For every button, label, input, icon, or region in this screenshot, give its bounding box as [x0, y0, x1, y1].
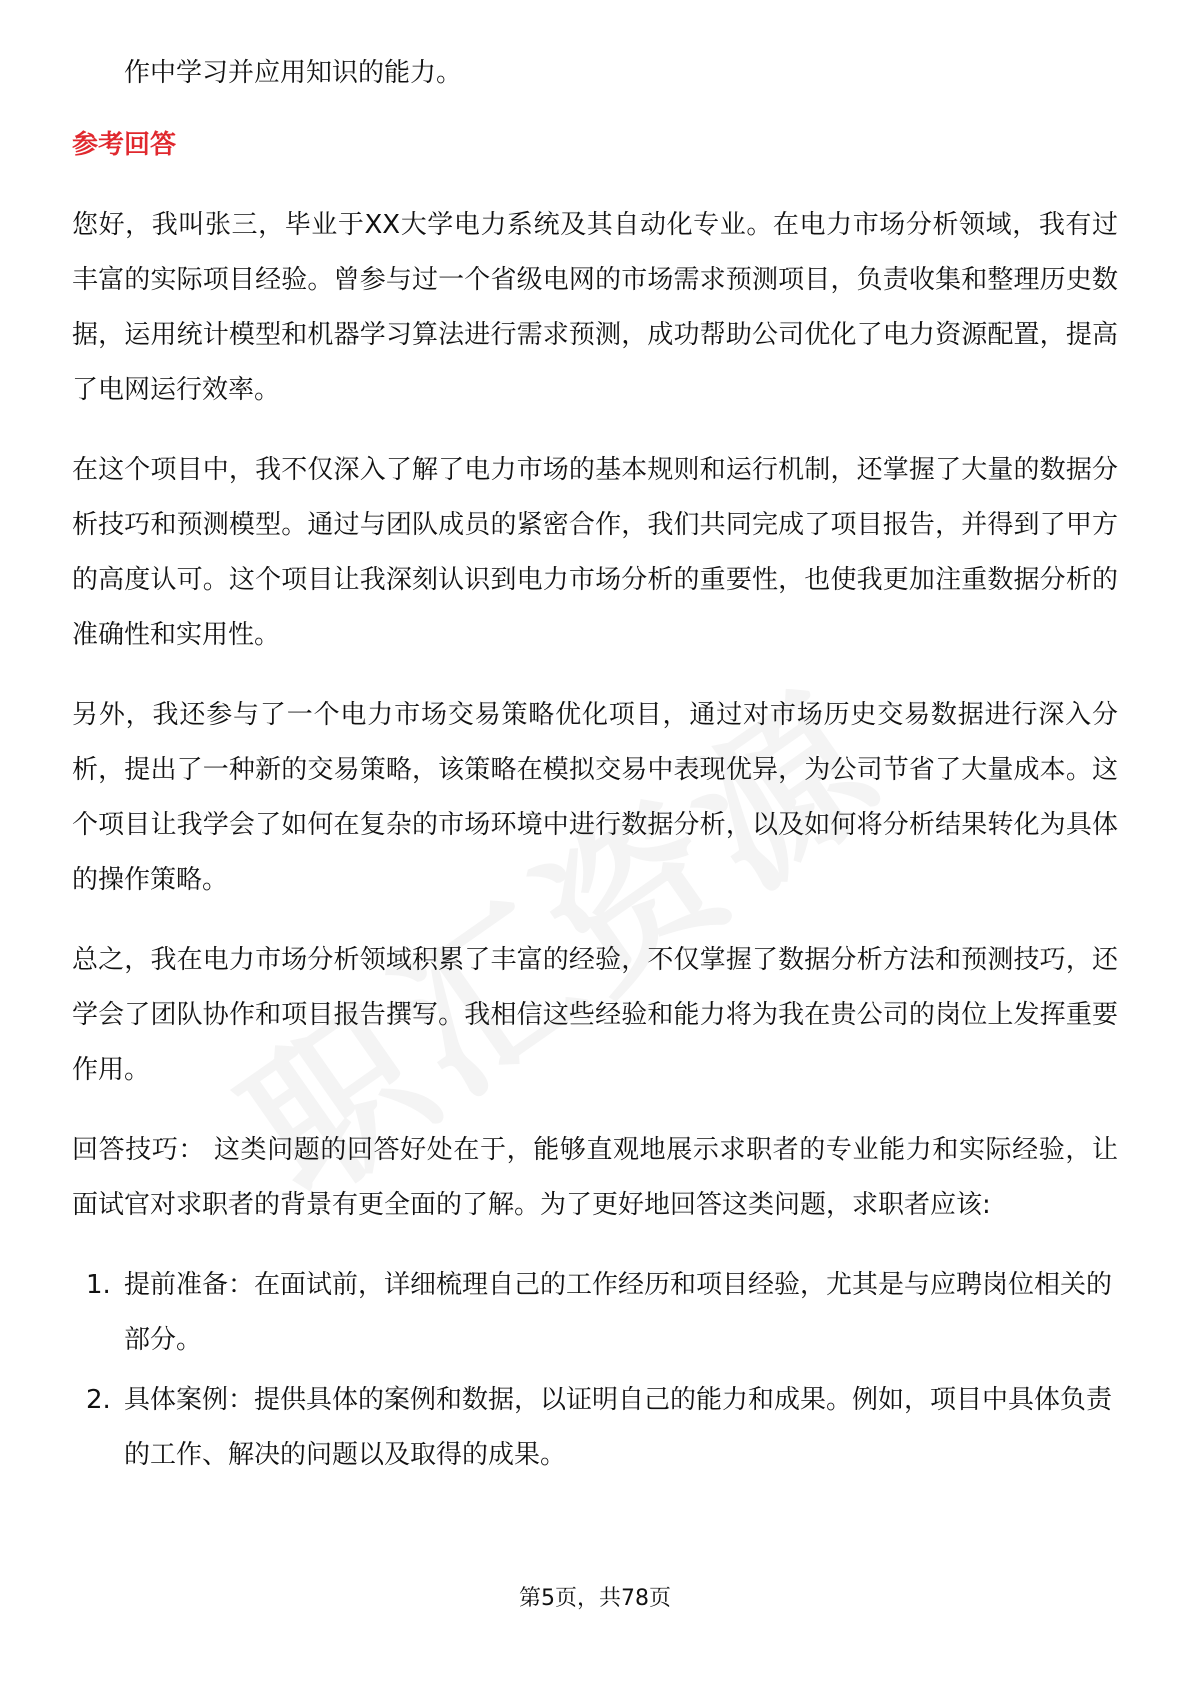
paragraph-4: 总之，我在电力市场分析领域积累了丰富的经验，不仅掌握了数据分析方法和预测技巧，还学会了团队协作和项目报告撰写。我相信这些经验和能力将为我在贵公司的岗位上发挥重要作用。 [72, 945, 1118, 1085]
paragraph-1: 您好，我叫张三，毕业于XX大学电力系统及其自动化专业。在电力市场分析领域，我有过丰富的实际项目经验。曾参与过一个省级电网的市场需求预测项目，负责收集和整理历史数据，运用统计模型和机器学习算法进行需求预测，成功帮助公司优化了电力资源配置，提高了电网运行效率。 [72, 210, 1118, 405]
list-item-text: 具体案例：提供具体的案例和数据，以证明自己的能力和成果。例如，项目中具体负责的工作、解决的问题以及取得的成果。 [124, 1385, 1113, 1470]
page-content [72, 48, 1118, 1488]
tips-list [72, 1258, 1118, 1483]
list-item-number: 1. [86, 1270, 111, 1300]
list-item-text: 提前准备：在面试前，详细梳理自己的工作经历和项目经验，尤其是与应聘岗位相关的部分。 [124, 1270, 1113, 1355]
list-item-number: 2. [86, 1385, 111, 1415]
paragraph-2: 在这个项目中，我不仅深入了解了电力市场的基本规则和运行机制，还掌握了大量的数据分析技巧和预测模型。通过与团队成员的紧密合作，我们共同完成了项目报告，并得到了甲方的高度认可。这个项目让我深刻认识到电力市场分析的重要性，也使我更加注重数据分析的准确性和实用性。 [72, 455, 1118, 650]
list-item [72, 1373, 1118, 1483]
lead-line: 作中学习并应用知识的能力。 [124, 58, 463, 88]
paragraph-3: 另外，我还参与了一个电力市场交易策略优化项目，通过对市场历史交易数据进行深入分析，提出了一种新的交易策略，该策略在模拟交易中表现优异，为公司节省了大量成本。这个项目让我学会了如何在复杂的市场环境中进行数据分析，以及如何将分析结果转化为具体的操作策略。 [72, 700, 1118, 895]
list-item [72, 1258, 1118, 1368]
page-footer: 第5页，共78页 [519, 1586, 671, 1611]
tips-paragraph: 回答技巧： 这类问题的回答好处在于，能够直观地展示求职者的专业能力和实际经验，让面试官对求职者的背景有更全面的了解。为了更好地回答这类问题，求职者应该: [72, 1135, 1118, 1220]
section-heading: 参考回答 [72, 130, 177, 160]
